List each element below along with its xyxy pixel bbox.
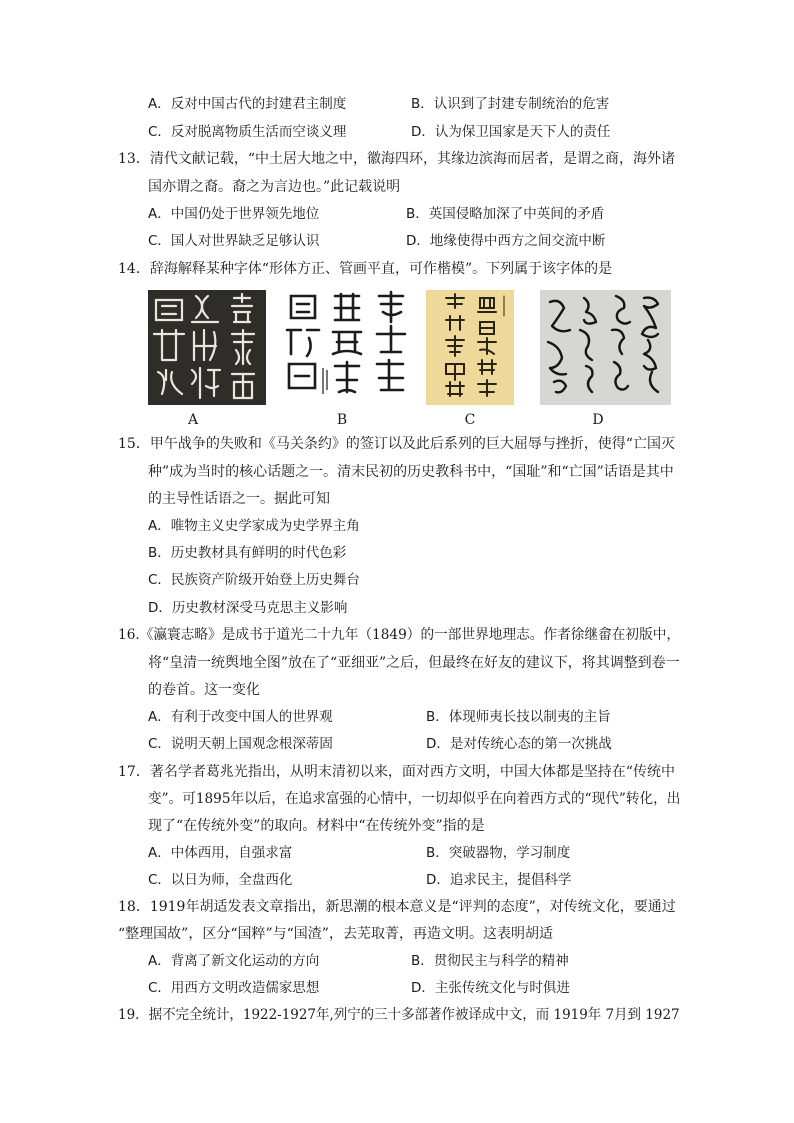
q18-stem-line1: 18．1919年胡适发表文章指出，新思潮的根本意义是“评判的态度”，对传统文化，要通过 — [118, 899, 676, 915]
q13-stem-line2: 国亦谓之裔。裔之为言边也。”此记载说明 — [148, 179, 401, 195]
q14-stem-line1: 14．辞海解释某种字体“形体方正、管画平直，可作楷模”。下列属于该字体的是 — [118, 261, 613, 277]
q17-stem-line1: 17．著名学者葛兆光指出，从明末清初以来，面对西方文明，中国大体都是坚持在“传统中 — [118, 764, 675, 780]
q13-option-c: C．国人对世界缺乏足够认识 — [148, 233, 320, 249]
q15-option-c: C．民族资产阶级开始登上历史舞台 — [148, 572, 360, 588]
q17-option-d: D．追求民主，提倡科学 — [426, 872, 572, 888]
q15-option-d: D．历史教材深受马克思主义影响 — [148, 600, 348, 616]
q16-stem-line1: 16.《瀛寰志略》是成书于道光二十九年（1849）的一部世界地理志。作者徐继畲在初版中， — [118, 627, 681, 643]
q15-option-a: A．唯物主义史学家成为史学界主角 — [148, 518, 360, 534]
calligraphy-image-b — [277, 290, 410, 405]
q16-option-a: A．有利于改变中国人的世界观 — [148, 709, 333, 725]
cursive-script-glyphs — [540, 290, 671, 405]
q16-option-c: C．说明天朝上国观念根深蒂固 — [148, 736, 333, 752]
q12-option-c: C．反对脱离物质生活而空谈义理 — [148, 124, 347, 140]
q17-option-a: A．中体西用，自强求富 — [148, 845, 293, 861]
q16-option-b: B．体现师夷长技以制夷的主旨 — [426, 709, 611, 725]
image-label-c: C — [464, 412, 476, 428]
q13-option-b: B．英国侵略加深了中英间的矛盾 — [406, 206, 605, 222]
q15-stem-line1: 15．甲午战争的失败和《马关条约》的签订以及此后系列的巨大屈辱与挫折，使得“亡国灭 — [118, 436, 675, 452]
calligraphy-image-c — [426, 290, 514, 405]
q12-option-d: D．认为保卫国家是天下人的责任 — [411, 124, 611, 140]
q15-stem-line3: 的主导性话语之一。据此可知 — [148, 491, 330, 507]
q16-stem-line3: 的卷首。这一变化 — [148, 682, 260, 698]
q16-stem-line2: 将“皇清一统舆地全图”放在了“亚细亚”之后，但最终在好友的建议下，将其调整到卷一 — [148, 655, 680, 671]
q13-option-a: A．中国仍处于世界领先地位 — [148, 206, 320, 222]
q12-option-a: A．反对中国古代的封建君主制度 — [148, 96, 347, 112]
image-label-b: B — [336, 412, 348, 428]
q15-stem-line2: 种”成为当时的核心话题之一。清末民初的历史教科书中，“国耻”和“亡国”话语是其中 — [148, 464, 674, 480]
calligraphy-image-a — [148, 290, 266, 405]
q18-option-c: C．用西方文明改造儒家思想 — [148, 980, 320, 996]
image-label-a: A — [187, 412, 199, 428]
q18-stem-line2: “整理国故”，区分“国粹”与“国渣”，去芜取菁，再造文明。这表明胡适 — [118, 926, 553, 942]
q13-stem-line1: 13．清代文献记载，“中土居大地之中，徽海四环，其缘边滨海而居者，是谓之商，海外诸 — [118, 151, 675, 167]
regular-script-glyphs — [426, 290, 514, 405]
q15-option-b: B．历史教材具有鲜明的时代色彩 — [148, 545, 347, 561]
q17-stem-line2: 变”。可1895年以后，在追求富强的心情中，一切却似乎在向着西方式的“现代”转化，出 — [148, 791, 681, 807]
q12-option-b: B．认识到了封建专制统治的危害 — [411, 96, 610, 112]
seal-script-glyphs — [148, 290, 266, 405]
image-label-d: D — [592, 412, 604, 428]
q17-option-b: B．突破器物，学习制度 — [426, 845, 571, 861]
clerical-script-glyphs — [277, 290, 410, 405]
q16-option-d: D．是对传统心态的第一次挑战 — [426, 736, 612, 752]
q18-option-b: B．贯彻民主与科学的精神 — [411, 953, 569, 969]
q18-option-d: D．主张传统文化与时俱进 — [411, 980, 570, 996]
q13-option-d: D．地缘使得中西方之间交流中断 — [406, 233, 606, 249]
q17-stem-line3: 现了“在传统外变”的取向。材料中“在传统外变”指的是 — [148, 818, 485, 834]
q18-option-a: A．背离了新文化运动的方向 — [148, 953, 320, 969]
q17-option-c: C．以日为师，全盘西化 — [148, 872, 293, 888]
calligraphy-image-d — [540, 290, 671, 405]
q19-stem-line1: 19．据不完全统计，1922-1927年,列宁的三十多部著作被译成中文，而 1919年 7月到 1927 — [118, 1007, 680, 1023]
